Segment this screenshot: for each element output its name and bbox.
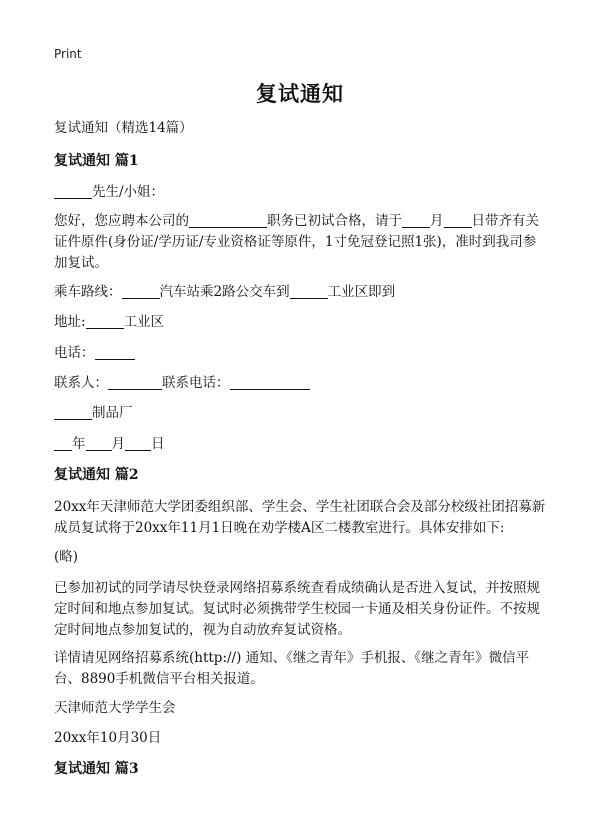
para1-line1: 20xx年天津师范大学团委组织部、学生会、学生社团联合会及部分校级社团招募新 <box>54 499 546 515</box>
salutation-line <box>54 182 550 203</box>
route-label: 乘车路线： <box>54 284 122 300</box>
blank-phone <box>95 344 135 360</box>
para2-line2: 定时间和地点参加复试。复试时必须携带学生校园一卡通及相关身份证件。不按规 <box>54 601 540 617</box>
blank-name <box>54 183 92 199</box>
route-text-end: 工业区即到 <box>327 284 396 300</box>
address-line <box>54 312 550 333</box>
contact-label: 联系人： <box>54 375 108 391</box>
date-line <box>54 434 550 455</box>
body-line-2: 证件原件(身份证/学历证/专业资格证等原件，1寸免冠登记照1张)，准时到我司参 <box>54 234 537 250</box>
body-line-1 <box>54 211 550 232</box>
section-heading-2: 复试通知 篇2 <box>54 467 139 483</box>
para3-line2: 台、8890手机微信平台相关报道。 <box>54 671 264 687</box>
signature-text: 天津师范大学学生会 <box>54 700 176 716</box>
document-subtitle: 复试通知（精选14篇） <box>54 120 193 136</box>
salutation-text: 先生/小姐： <box>92 184 165 200</box>
section-heading-3: 复试通知 篇3 <box>54 761 139 777</box>
body-text-c: 月 <box>430 213 444 229</box>
section-heading-1: 复试通知 篇1 <box>54 153 139 169</box>
company-text: 制品厂 <box>92 405 133 421</box>
address-label: 地址: <box>54 314 86 330</box>
blank-company <box>54 404 92 420</box>
body-line-3: 加复试。 <box>54 255 108 271</box>
address-text: 工业区 <box>123 314 165 330</box>
blank-year <box>54 435 72 451</box>
para2-line3: 定时间地点参加复试的，视为自动放弃复试资格。 <box>54 622 351 638</box>
blank-position <box>189 212 267 228</box>
body-text-b: 职务已初试合格，请于 <box>267 213 402 229</box>
blank-date-day <box>125 435 151 451</box>
blank-address <box>86 313 124 329</box>
route-line <box>54 282 550 303</box>
blank-stop <box>290 283 328 299</box>
omitted-text: (略) <box>54 549 79 565</box>
blank-contact <box>108 374 162 390</box>
blank-month <box>402 212 430 228</box>
company-line <box>54 403 550 424</box>
contact-line <box>54 373 550 394</box>
blank-contact-phone <box>230 374 310 390</box>
body-text-a: 您好，您应聘本公司的 <box>54 213 189 229</box>
body-text-d: 日带齐有关 <box>471 213 539 229</box>
para1-line2: 成员复试将于20xx年11月1日晚在劝学楼A区二楼教室进行。具体安排如下: <box>54 520 505 536</box>
print-label: Print <box>54 47 82 61</box>
blank-station <box>122 283 160 299</box>
date-month: 月 <box>111 436 125 452</box>
para2-line1: 已参加初试的同学请尽快登录网络招募系统查看成绩确认是否进入复试，并按照规 <box>54 580 540 596</box>
date-year: 年 <box>72 436 86 452</box>
signature-date: 20xx年10月30日 <box>54 730 162 746</box>
blank-date-month <box>86 435 112 451</box>
phone-line <box>54 343 550 364</box>
route-text: 汽车站乘2路公交车到 <box>159 284 290 300</box>
para3-line1: 详情请见网络招募系统(http://) 通知、《继之青年》手机报、《继之青年》微信平 <box>54 650 530 666</box>
blank-day <box>444 212 472 228</box>
page-title: 复试通知 <box>256 82 344 106</box>
contact-phone-label: 联系电话： <box>162 375 230 391</box>
phone-label: 电话： <box>54 345 95 361</box>
date-day: 日 <box>151 436 165 452</box>
